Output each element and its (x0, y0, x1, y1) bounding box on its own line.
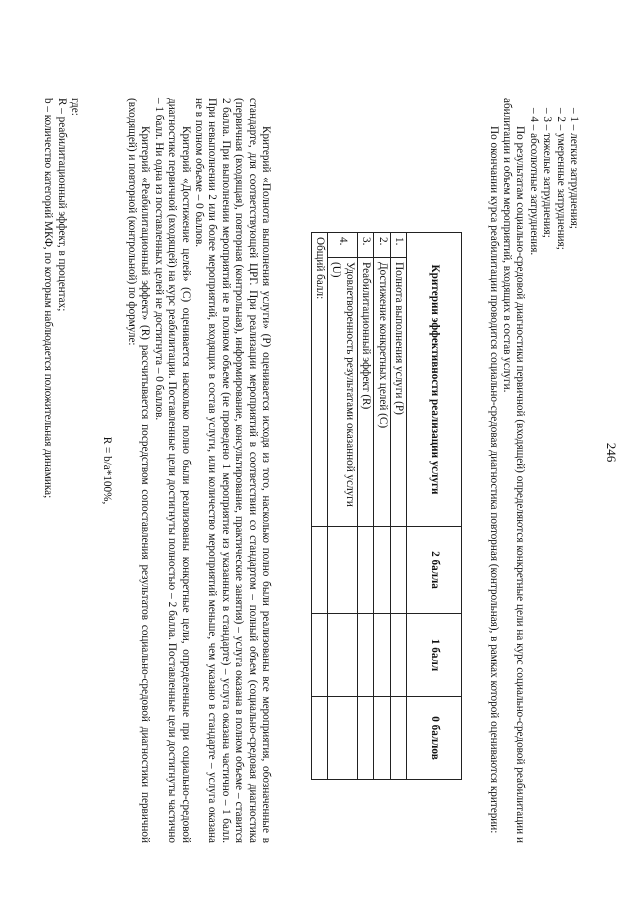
cell-empty (390, 697, 406, 780)
bullet-item: – 4 – абсолютные затруднения. (527, 108, 540, 256)
row-number: 1. (390, 233, 406, 258)
cell-empty (374, 527, 390, 614)
cell-empty (311, 697, 327, 780)
total-label: Общий балл: (311, 233, 327, 527)
cell-empty (374, 697, 390, 780)
row-criterion: Достижение конкретных целей (С) (374, 258, 390, 527)
paragraph-criterion-p: Критерий «Полнота выполнения услуги» (Р) оценивается исходя из того, насколько полно были реализованы все мероприятия, обозначенные в стандарте, для соответствующей ЦРГ. При реализации мероприятий в соответствии со стандартом – полный объем (социально-средовая диагностика (первичная (входящая), повторная (контрольная), информирование, консультирование, практические занятия) – услуга оказана в полном объеме – ставится 2 балла. При выполнении мероприятий не в полном объеме (не проведено 1 мероприятие из указанных в стандарте) – услуга оказана частично – 1 балл. При невыполнении 2 или более мероприятий, входящих в состав услуги, или количество мероприятий меньше, чем указано в стандарте – услуга оказана не в полном объеме – 0 баллов. (192, 98, 272, 843)
header-1-point: 1 балл (407, 614, 462, 697)
criteria-description-section (41, 98, 272, 843)
bullet-item: – 2 – умеренные затруднения; (554, 108, 567, 250)
row-number: 2. (374, 233, 390, 258)
formula: R = b/a*100%, (100, 436, 113, 505)
header-2-points: 2 балла (407, 527, 462, 614)
table-row (374, 233, 390, 780)
row-criterion: Удовлетворенность результатами оказанной услуги (U) (327, 258, 357, 527)
cell-empty (327, 527, 357, 614)
definition-b: b – количество категорий МКФ, по которым наблюдается положительная динамика; (42, 98, 55, 499)
row-number: 3. (357, 233, 373, 258)
row-criterion: Реабилитационный эффект (R) (357, 258, 373, 527)
cell-empty (390, 527, 406, 614)
cell-empty (311, 614, 327, 697)
paragraph-criterion-c: Критерий «Достижение целей» (С) оценивается насколько полно были реализованы конкретные цели, определенные при социально-средовой диагностике первичной (входящей) на курс реабилитации. Поставленные цели достигнуты полностью – 2 балла. Поставленные цели достигнуты частично – 1 балл. Ни одна из поставленных целей не достигнута – 0 баллов. (152, 98, 192, 843)
row-criterion: Полнота выполнения услуги (Р) (390, 258, 406, 527)
cell-empty (327, 697, 357, 780)
row-number: 4. (327, 233, 357, 258)
table-row (327, 233, 357, 780)
header-criteria: Критерии эффективности реализации услуги (407, 233, 462, 527)
table-total-row (311, 233, 327, 780)
cell-empty (390, 614, 406, 697)
cell-empty (374, 614, 390, 697)
page-number: 246 (604, 442, 619, 463)
paragraph-results: По результатам социально-средовой диагностики первичной (входящей) определяются конкретные цели на курс социально-средовой реабилитации и абилитации и объем мероприятий, входящих в состав услуги. (500, 98, 527, 843)
table-row (357, 233, 373, 780)
bullet-item: – 3 – тяжелые затруднения; (541, 108, 554, 238)
criteria-table (311, 232, 462, 780)
cell-empty (311, 527, 327, 614)
cell-empty (357, 614, 373, 697)
intro-section (486, 98, 580, 843)
cell-empty (357, 527, 373, 614)
header-0-points: 0 баллов (407, 697, 462, 780)
paragraph-criterion-r: Критерий «Реабилитационный эффект» (R) рассчитывается посредством сопоставления результатов социально-средовой диагностики первичной (входящей) и повторной (контрольной) по формуле: (125, 98, 152, 843)
table-row (390, 233, 406, 780)
cell-empty (357, 697, 373, 780)
cell-empty (327, 614, 357, 697)
where-label: где: (69, 98, 82, 116)
paragraph-end-of-course: По окончании курса реабилитации проводится социально-средовая диагностика повторная (контрольная), в рамках которой оцениваются критерии: (487, 126, 500, 834)
table-header-row (407, 233, 462, 780)
definition-r: R – реабилитационный эффект, в процентах; (55, 98, 68, 312)
bullet-item: – 1 – легкие затруднения; (568, 108, 580, 229)
